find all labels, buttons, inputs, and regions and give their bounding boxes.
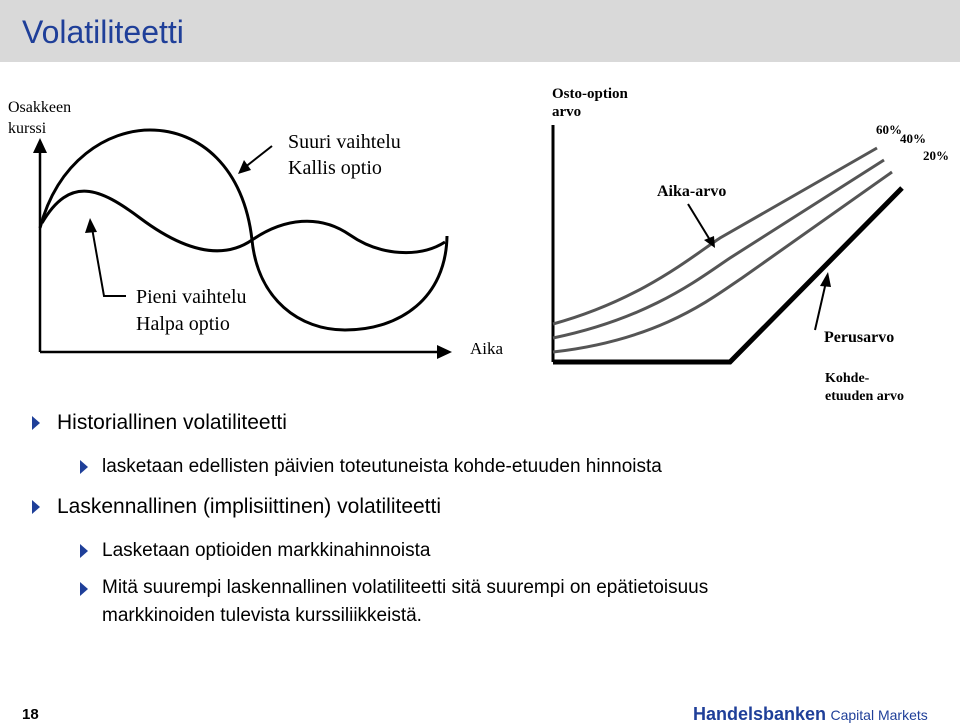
bullet-arrow-icon (32, 500, 40, 514)
low-vol-pointer (92, 228, 126, 296)
left-x-axis-arrowhead (437, 345, 452, 359)
bullet-historical-detail: lasketaan edellisten päivien toteutuneista kohde-etuuden hinnoista (102, 456, 662, 477)
page-number: 18 (22, 706, 39, 723)
intrinsic-pointer (815, 282, 826, 330)
footer-brand-bold: Handelsbanken (693, 704, 827, 724)
left-y-axis-arrowhead (33, 138, 47, 153)
low-vol-pointer-head (85, 218, 97, 233)
bullet-arrow-icon (32, 416, 40, 430)
bullet-implied-detail-1: Lasketaan optioiden markkinahinnoista (102, 540, 431, 561)
low-vol-label-line1: Pieni vaihtelu (136, 286, 247, 308)
vol-40-label: 40% (900, 131, 926, 146)
right-x-label-line1: Kohde- (825, 371, 870, 386)
bullet-implied-volatility: Laskennallinen (implisiittinen) volatiliteetti (57, 495, 442, 518)
vol-60-label: 60% (876, 122, 902, 137)
high-vol-pointer-head (238, 160, 251, 174)
left-y-label-line2: kurssi (8, 120, 47, 137)
left-diagram (8, 99, 504, 359)
bullet-implied-detail-2-line1: Mitä suurempi laskennallinen volatiliteetti sitä suurempi on epätietoisuus (102, 577, 709, 598)
left-y-label-line1: Osakkeen (8, 99, 72, 116)
high-vol-label-line1: Suuri vaihtelu (288, 131, 401, 153)
right-y-label-line2: arvo (552, 104, 582, 120)
right-y-label-line1: Osto-option (552, 86, 628, 102)
bullet-arrow-icon (80, 460, 88, 474)
bullet-arrow-icon (80, 582, 88, 596)
low-vol-label-line2: Halpa optio (136, 313, 230, 335)
right-diagram (552, 86, 949, 404)
bullet-arrow-icon (80, 544, 88, 558)
bullet-implied-detail-2-line2: markkinoiden tulevista kurssiliikkeistä. (102, 605, 422, 626)
bullet-historical-volatility: Historiallinen volatiliteetti (57, 411, 287, 434)
high-vol-label-line2: Kallis optio (288, 157, 382, 179)
intrinsic-label: Perusarvo (824, 329, 895, 346)
right-x-label-line2: etuuden arvo (825, 389, 904, 404)
footer-brand-rest: Capital Markets (830, 707, 928, 723)
slide-title: Volatiliteetti (22, 14, 184, 50)
time-value-pointer (688, 204, 710, 240)
intrinsic-pointer-head (820, 272, 831, 287)
high-vol-pointer (244, 146, 272, 168)
time-value-label: Aika-arvo (657, 183, 727, 200)
left-x-label: Aika (470, 339, 504, 358)
vol-20-label: 20% (923, 148, 949, 163)
